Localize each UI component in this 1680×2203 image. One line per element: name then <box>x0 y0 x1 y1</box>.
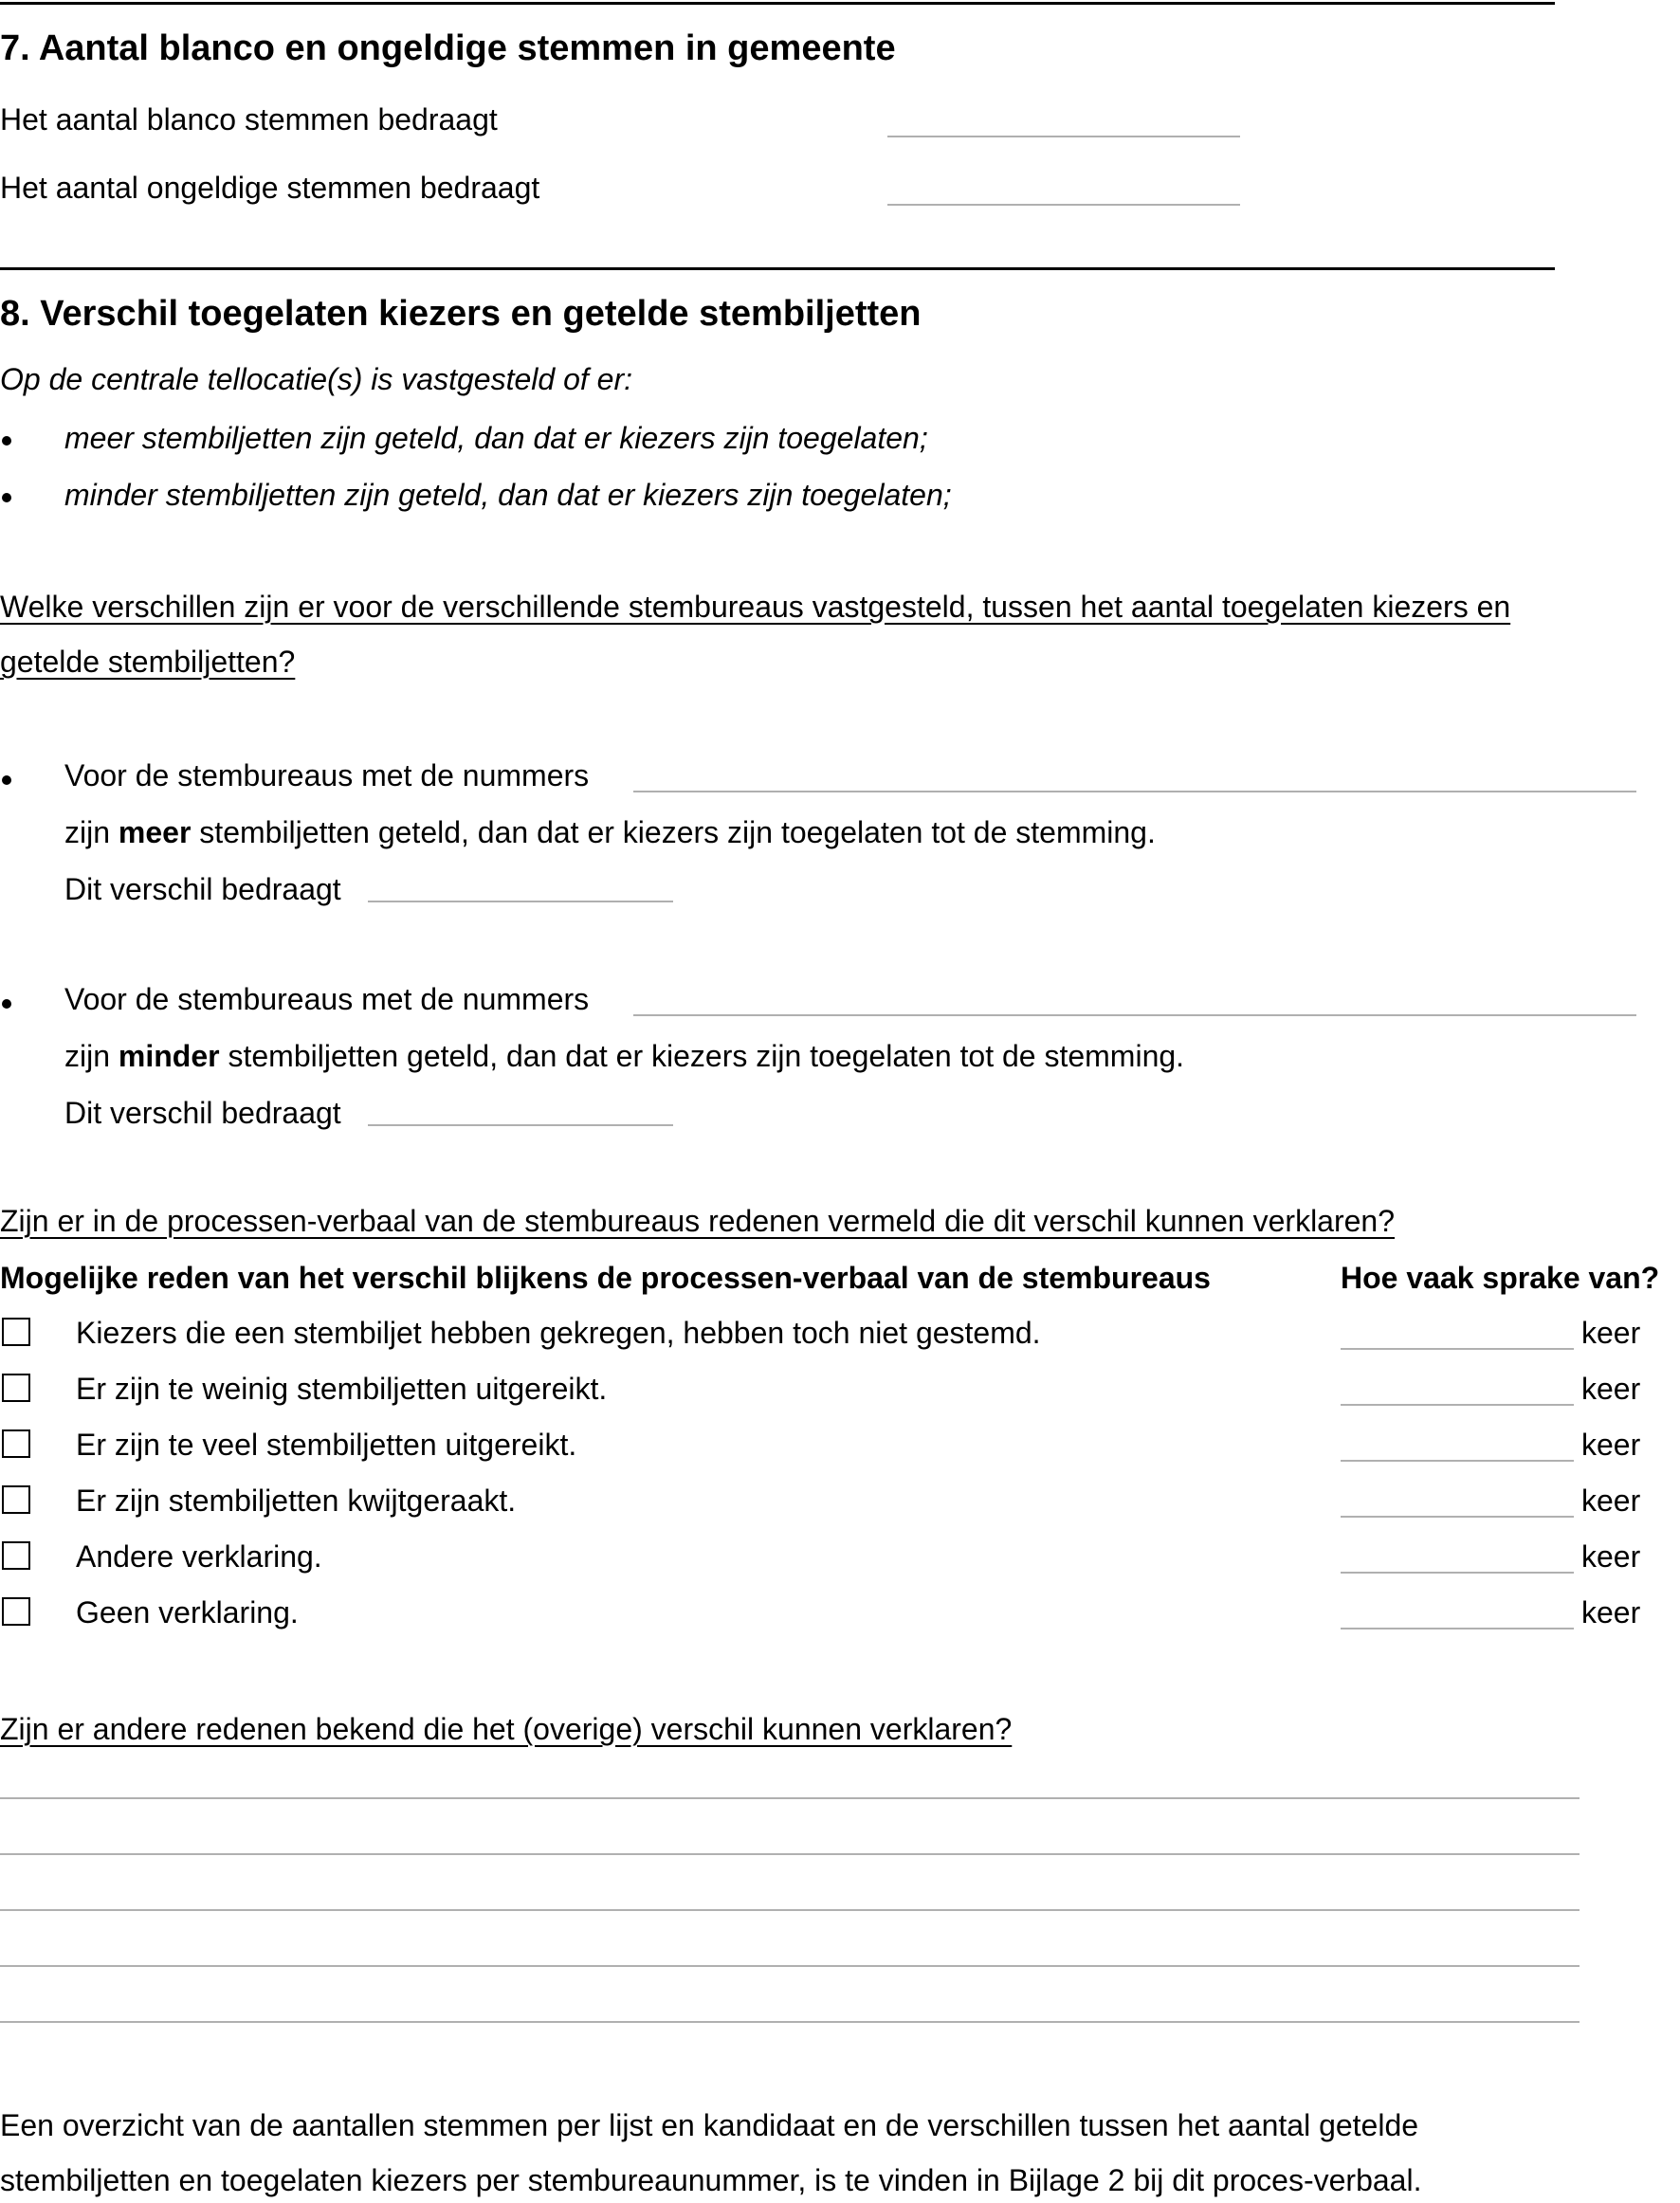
reason-unit: keer <box>1581 1372 1641 1406</box>
reason-count-field[interactable] <box>1341 1348 1574 1350</box>
question-differences-line1: Welke verschillen zijn er voor de verschillende stembureaus vastgesteld, tussen het aantal toegelaten kiezers en <box>0 590 1511 624</box>
footer-note-line1: Een overzicht van de aantallen stemmen per lijst en kandidaat en de verschillen tussen het aantal getelde <box>0 2108 1419 2142</box>
section-8-intro: Op de centrale tellocatie(s) is vastgesteld of er: <box>0 362 632 396</box>
reason-label: Er zijn te veel stembiljetten uitgereikt. <box>76 1428 577 1462</box>
other-reasons-line[interactable] <box>0 1853 1580 1855</box>
meer-description <box>64 813 1156 851</box>
meer-numbers-label: Voor de stembureaus met de nummers <box>64 758 590 792</box>
minder-post: stembiljetten geteld, dan dat er kiezers zijn toegelaten tot de stemming. <box>219 1039 1185 1073</box>
reason-unit: keer <box>1581 1595 1641 1629</box>
reason-label: Andere verklaring. <box>76 1539 322 1574</box>
table-header-reason: Mogelijke reden van het verschil blijkens de processen-verbaal van de stembureaus <box>0 1261 1211 1295</box>
reason-label: Geen verklaring. <box>76 1595 299 1629</box>
question-other-reasons: Zijn er andere redenen bekend die het (overige) verschil kunnen verklaren? <box>0 1712 1013 1746</box>
reason-label: Kiezers die een stembiljet hebben gekregen, hebben toch niet gestemd. <box>76 1316 1041 1350</box>
ongeldig-label: Het aantal ongeldige stemmen bedraagt <box>0 171 540 205</box>
other-reasons-line[interactable] <box>0 1965 1580 1967</box>
question-differences-line2: getelde stembiljetten? <box>0 645 296 679</box>
reason-count-field[interactable] <box>1341 1628 1574 1629</box>
reason-unit: keer <box>1581 1428 1641 1462</box>
reason-unit: keer <box>1581 1484 1641 1518</box>
reason-checkbox[interactable] <box>2 1485 30 1514</box>
blanco-label: Het aantal blanco stemmen bedraagt <box>0 102 498 137</box>
reason-count-field[interactable] <box>1341 1516 1574 1518</box>
bullet-icon <box>2 436 11 446</box>
reason-checkbox[interactable] <box>2 1374 30 1402</box>
minder-diff-field[interactable] <box>368 1124 673 1126</box>
other-reasons-line[interactable] <box>0 1909 1580 1911</box>
section-divider-top <box>0 2 1555 5</box>
section-8-title: 8. Verschil toegelaten kiezers en getelde stembiljetten <box>0 294 922 334</box>
footer-note-line2: stembiljetten en toegelaten kiezers per stembureaunummer, is te vinden in Bijlage 2 bij dit proces-verbaal. <box>0 2163 1422 2197</box>
minder-description <box>64 1037 1184 1075</box>
minder-diff-label: Dit verschil bedraagt <box>64 1096 341 1130</box>
reason-checkbox[interactable] <box>2 1597 30 1626</box>
reason-count-field[interactable] <box>1341 1404 1574 1406</box>
minder-pre: zijn <box>64 1039 119 1073</box>
reason-count-field[interactable] <box>1341 1572 1574 1574</box>
meer-post: stembiljetten geteld, dan dat er kiezers zijn toegelaten tot de stemming. <box>191 815 1156 849</box>
minder-numbers-field[interactable] <box>633 1014 1636 1016</box>
minder-numbers-label: Voor de stembureaus met de nummers <box>64 982 590 1016</box>
reason-label: Er zijn te weinig stembiljetten uitgereikt. <box>76 1372 608 1406</box>
reason-checkbox[interactable] <box>2 1429 30 1458</box>
bullet-icon <box>2 493 11 502</box>
table-header-count: Hoe vaak sprake van? <box>1341 1261 1660 1295</box>
bullet-icon <box>2 999 11 1009</box>
question-pv-reasons: Zijn er in de processen-verbaal van de stembureaus redenen vermeld die dit verschil kunnen verklaren? <box>0 1204 1396 1238</box>
other-reasons-line[interactable] <box>0 1797 1580 1799</box>
reason-label: Er zijn stembiljetten kwijtgeraakt. <box>76 1484 517 1518</box>
reason-checkbox[interactable] <box>2 1318 30 1346</box>
reason-unit: keer <box>1581 1316 1641 1350</box>
reason-unit: keer <box>1581 1539 1641 1574</box>
reason-count-field[interactable] <box>1341 1460 1574 1462</box>
bullet-icon <box>2 775 11 785</box>
other-reasons-line[interactable] <box>0 2021 1580 2023</box>
bullet-meer: meer stembiljetten zijn geteld, dan dat er kiezers zijn toegelaten; <box>64 421 928 455</box>
ongeldig-count-field[interactable] <box>887 204 1240 206</box>
section-7-title: 7. Aantal blanco en ongeldige stemmen in gemeente <box>0 28 896 68</box>
bullet-minder: minder stembiljetten zijn geteld, dan dat er kiezers zijn toegelaten; <box>64 478 952 512</box>
meer-diff-field[interactable] <box>368 901 673 902</box>
meer-numbers-field[interactable] <box>633 791 1636 792</box>
blanco-count-field[interactable] <box>887 136 1240 137</box>
meer-bold: meer <box>118 815 192 849</box>
meer-pre: zijn <box>64 815 119 849</box>
section-divider <box>0 267 1555 270</box>
minder-bold: minder <box>118 1039 220 1073</box>
reason-checkbox[interactable] <box>2 1541 30 1570</box>
meer-diff-label: Dit verschil bedraagt <box>64 872 341 906</box>
